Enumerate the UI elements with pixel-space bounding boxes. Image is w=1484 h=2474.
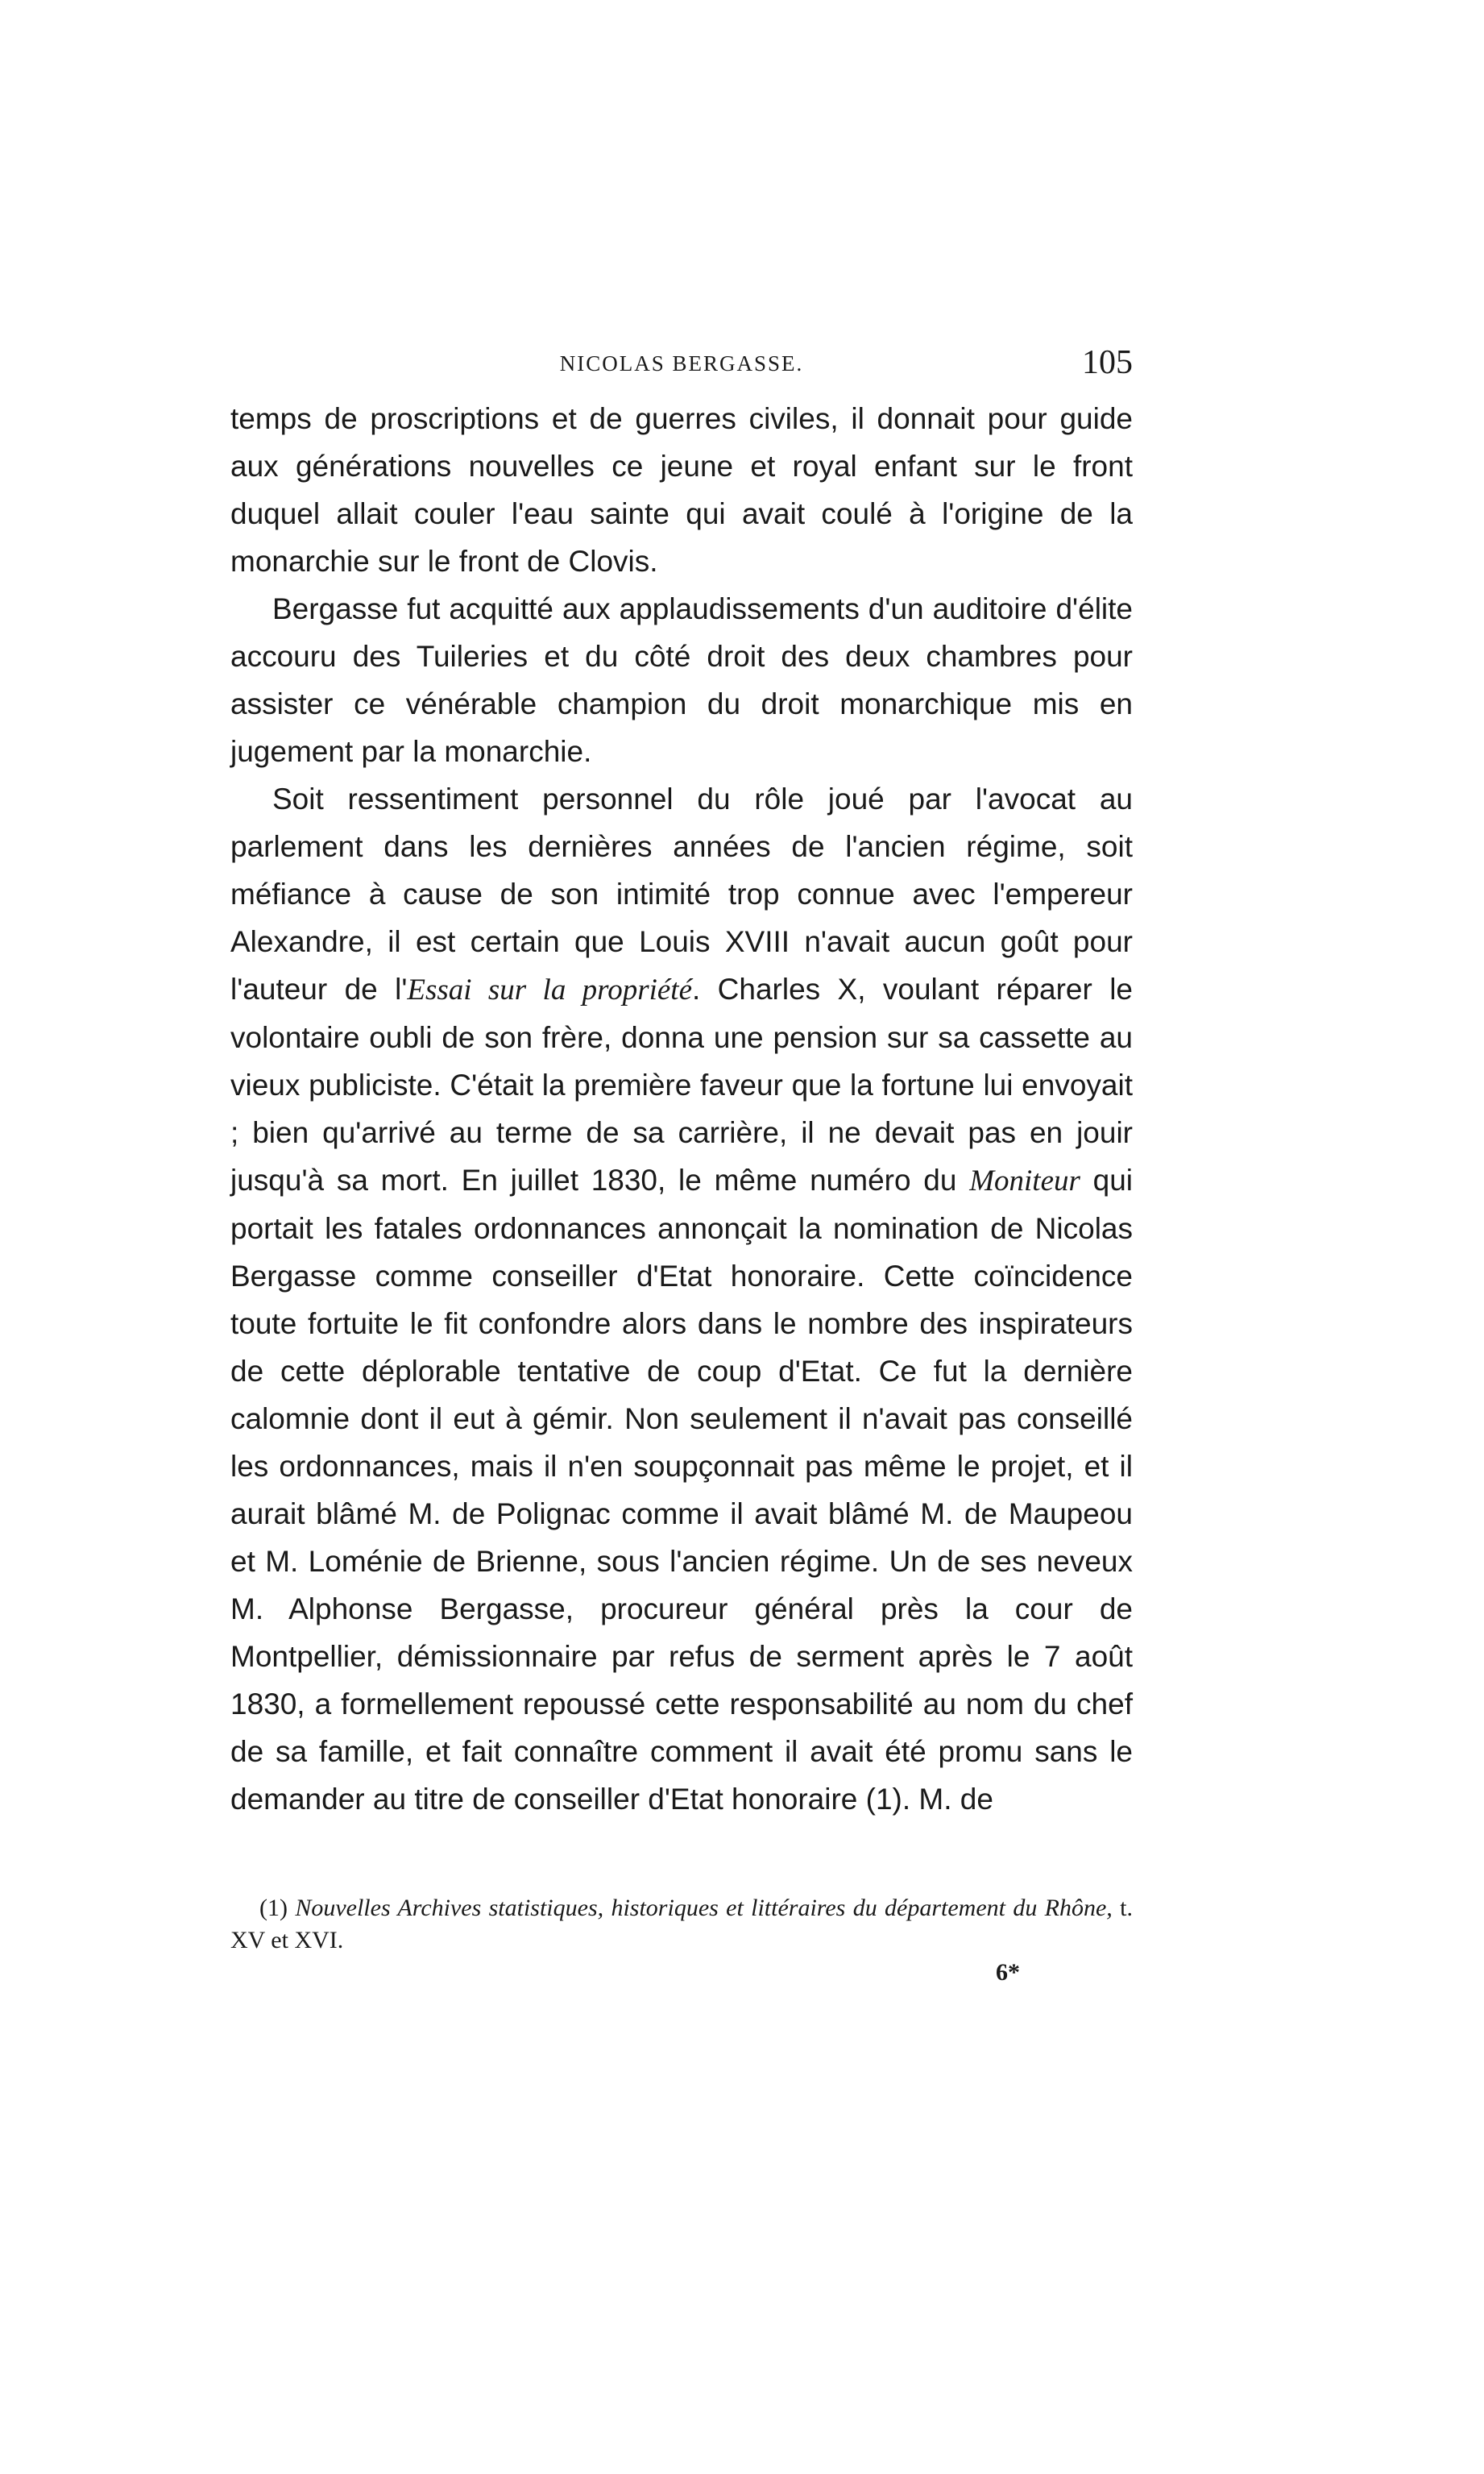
paragraph-3-text-b: . Charles X, voulant réparer le volontaire oubli de son frère, donna une pension sur sa cassette au vieux publiciste. C'était la première faveur que la fortune lui envoyait ; bien qu'arrivé au terme de sa carrière, il ne devait pas en jouir jusqu'à sa mort. En juillet 1830, le même numéro du — [230, 973, 1133, 1197]
footnote — [230, 1892, 1133, 1989]
paragraph-3-text-a: Soit ressentiment personnel du rôle joué par l'avocat au parlement dans les dernières années de l'ancien régime, soit méfiance à cause de son intimité trop connue avec l'empereur Alexandre, il est certain que Louis XVIII n'avait aucun goût pour l'auteur de l' — [230, 782, 1133, 1006]
footnote-signature-row — [230, 1957, 1133, 1989]
footnote-volumes: t. XV et XVI. — [230, 1895, 1133, 1953]
paragraph-2 — [230, 585, 1133, 775]
footnote-source-title: Nouvelles Archives statistiques, historiques et littéraires du département du Rhône, — [295, 1895, 1113, 1921]
paragraph-1-text: temps de proscriptions et de guerres civiles, il donnait pour guide aux générations nouvelles ce jeune et royal enfant sur le front duquel allait couler l'eau sainte qui avait coulé à l'origine de la monarchie sur le front de Clovis. — [230, 402, 1133, 578]
footnote-text — [230, 1892, 1133, 1957]
page-header — [230, 343, 1133, 384]
footnote-marker: (1) — [259, 1895, 288, 1921]
paragraph-3-text-c: qui portait les fatales ordonnances annonçait la nomination de Nicolas Bergasse comme conseiller d'Etat honoraire. Cette coïncidence toute fortuite le fit confondre alors dans le nombre des inspirateurs de cette déplorable tentative de coup d'Etat. Ce fut la dernière calomnie dont il eut à gémir. Non seulement il n'avait pas conseillé les ordonnances, mais il n'en soupçonnait pas même le projet, et il aurait blâmé M. de Polignac comme il avait blâmé M. de Maupeou et M. Loménie de Brienne, sous l'ancien régime. Un de ses neveux M. Alphonse Bergasse, procureur général près la cour de Montpellier, démissionnaire par refus de serment après le 7 août 1830, a formellement repoussé cette responsabilité au nom du chef de sa famille, et fait connaître comment il avait été promu sans le demander au titre de conseiller d'Etat honoraire (1). M. de — [230, 1164, 1134, 1816]
paragraph-1 — [230, 395, 1133, 585]
page-number: 105 — [1082, 344, 1133, 381]
paragraph-3 — [230, 775, 1133, 1823]
running-head: NICOLAS BERGASSE. — [559, 351, 804, 376]
body-text — [230, 395, 1133, 1823]
paragraph-2-text: Bergasse fut acquitté aux applaudissements d'un auditoire d'élite accouru des Tuileries et du côté droit des deux chambres pour assister ce vénérable champion du droit monarchique mis en jugement par la monarchie. — [230, 592, 1133, 768]
book-title-essai: Essai sur la propriété — [407, 973, 693, 1007]
signature-mark: 6* — [996, 1959, 1020, 1986]
newspaper-title-moniteur: Moniteur — [969, 1164, 1080, 1198]
